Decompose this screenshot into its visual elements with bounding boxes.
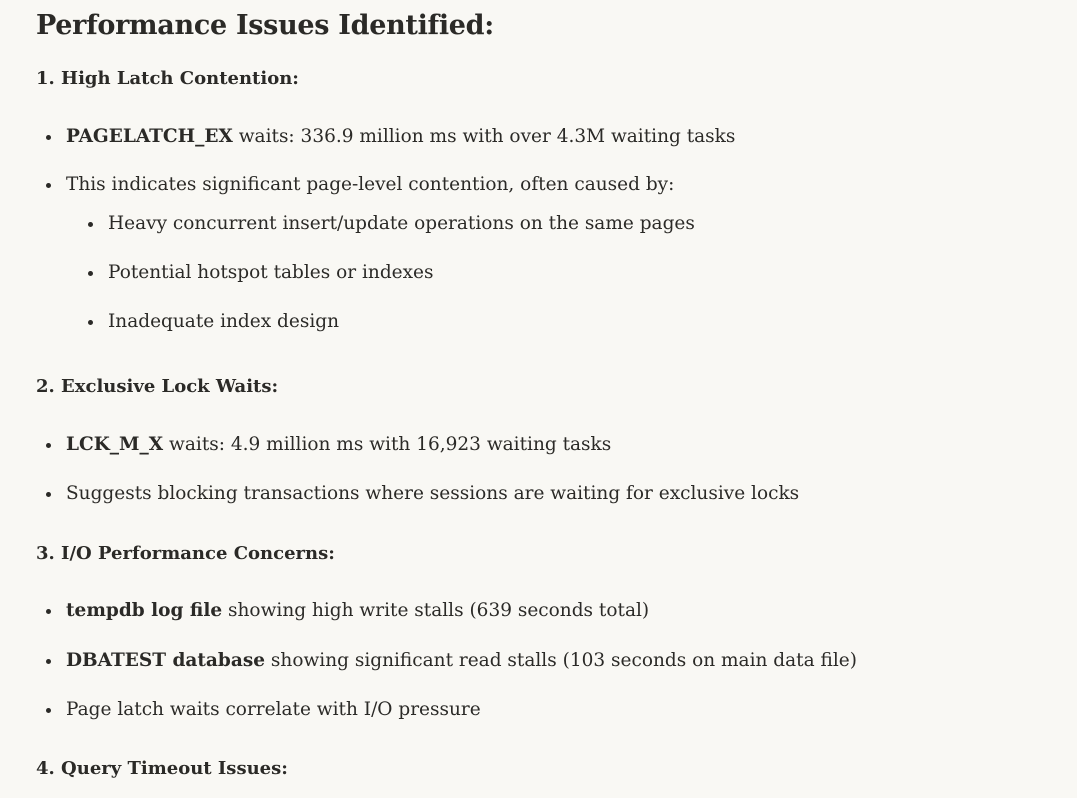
item-text: waits: 336.9 million ms with over 4.3M waiting tasks [232, 126, 736, 147]
item-bold-term: tempdb log file [66, 600, 223, 621]
item-text: Inadequate index design [108, 311, 339, 332]
item-bold-term: PAGELATCH_EX [66, 126, 233, 147]
list-item [66, 432, 611, 458]
section-heading-2: 2. Exclusive Lock Waits: [36, 376, 279, 397]
list-item [66, 648, 857, 674]
list-item [66, 598, 649, 624]
list-item [66, 124, 735, 150]
sub-list-item [108, 309, 339, 335]
page-title: Performance Issues Identified: [36, 10, 494, 41]
item-text: Page latch waits correlate with I/O pressure [66, 699, 481, 720]
item-text: Suggests blocking transactions where sessions are waiting for exclusive locks [66, 483, 800, 504]
item-text: showing high write stalls (639 seconds total) [222, 600, 650, 621]
item-text: waits: 4.9 million ms with 16,923 waiting tasks [163, 434, 612, 455]
bullet-icon [88, 271, 93, 276]
item-text: Potential hotspot tables or indexes [108, 262, 434, 283]
bullet-icon [46, 492, 51, 497]
item-text: This indicates significant page-level contention, often caused by: [66, 174, 675, 195]
list-item [66, 172, 674, 198]
section-heading-1: 1. High Latch Contention: [36, 68, 299, 89]
item-bold-term: LCK_M_X [66, 434, 164, 455]
bullet-icon [88, 320, 93, 325]
bullet-icon [46, 135, 51, 140]
bullet-icon [46, 708, 51, 713]
item-text: showing significant read stalls (103 seconds on main data file) [265, 650, 857, 671]
section-heading-3: 3. I/O Performance Concerns: [36, 543, 335, 564]
item-text: Heavy concurrent insert/update operations on the same pages [108, 213, 695, 234]
sub-list-item [108, 260, 434, 286]
sub-list-item [108, 211, 695, 237]
bullet-icon [46, 659, 51, 664]
list-item [66, 697, 481, 723]
bullet-icon [88, 222, 93, 227]
bullet-icon [46, 443, 51, 448]
bullet-icon [46, 183, 51, 188]
bullet-icon [46, 609, 51, 614]
section-heading-4: 4. Query Timeout Issues: [36, 758, 288, 779]
list-item [66, 481, 799, 507]
item-bold-term: DBATEST database [66, 650, 266, 671]
